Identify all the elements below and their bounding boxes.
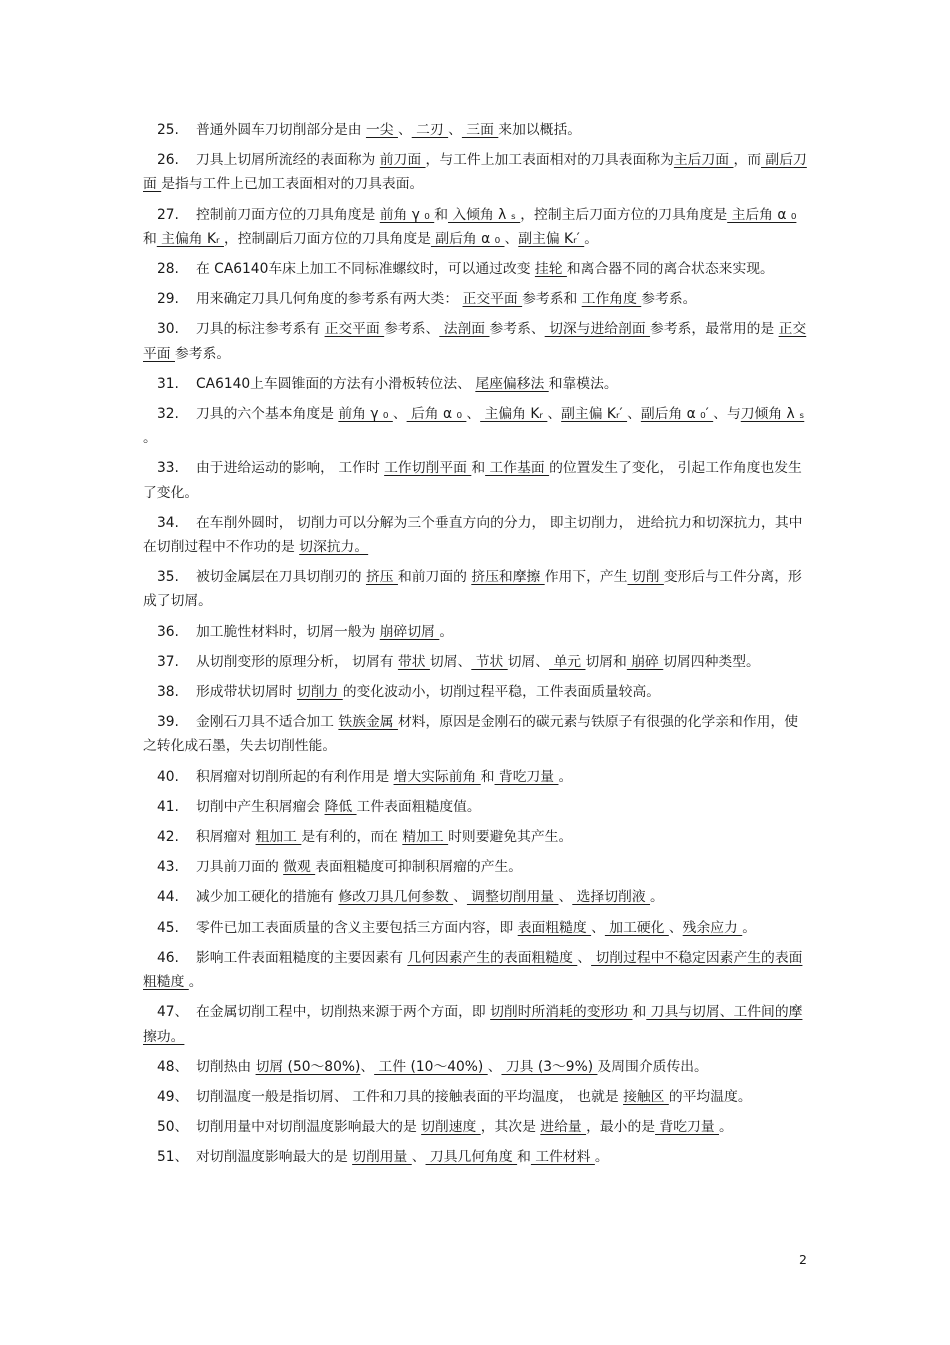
question-item [143,650,807,674]
question-text: CA6140上车圆锥面的方法有小滑板转位法、 [196,375,476,392]
question-text: 。 [143,430,157,447]
answer-blank: 切深抗力。 [299,539,369,556]
answer-blank: 尾座偏移法 [475,375,549,392]
question-text: 。 [188,974,203,991]
question-text: ，与工件上加工表面相对的刀具表面称为 [425,152,674,169]
question-text: 。 [584,230,598,247]
question-text: 。 [650,889,664,906]
question-text: 是有利的，而在 [301,829,403,846]
answer-blank: 主偏角 Kᵣ [480,406,548,423]
question-text: 和 [517,1149,531,1166]
answer-blank: 刀具几何角度 [425,1149,518,1166]
question-number: 38. [157,684,179,701]
question-number: 26. [157,152,179,169]
answer-blank: 表面粗糙度 [517,919,592,936]
question-text: 零件已加工表面质量的含义主要包括三方面内容，即 [196,919,518,936]
answer-blank: 接触区 [623,1088,669,1105]
question-text: 和 [480,768,495,785]
answer-blank: 带状 [397,653,430,670]
answer-blank: 崩碎 [626,653,664,670]
question-text: 刀具的六个基本角度是 [196,406,339,423]
question-text: 时则要避免其产生。 [448,829,573,846]
answer-blank: 增大实际前角 [393,768,481,785]
question-item [143,916,807,940]
question-text: 参考系，最常用的是 [650,321,779,338]
answer-blank: 降低 [324,798,357,815]
question-text: 金刚石刀具不适合加工 [196,714,339,731]
question-text: ，控制副后刀面方位的刀具角度是 [223,230,431,247]
question-text: 来加以概括。 [498,122,582,138]
question-text: 切屑、 [507,653,550,670]
question-number: 28. [157,261,179,278]
question-text: 加工脆性材料时，切屑一般为 [196,623,380,640]
question-text: 参考系、 [489,321,545,338]
question-text: 控制前刀面方位的刀具角度是 [196,206,380,223]
answer-blank: 调整切削用量 [466,889,559,906]
question-item [143,946,807,994]
question-text: 和靠模法。 [548,375,618,392]
question-list [143,118,807,1176]
question-item [143,317,807,365]
answer-blank: 崩碎切屑 [379,623,440,640]
question-text: ，控制主后刀面方位的刀具角度是 [520,206,728,223]
answer-blank: 二刃 [411,122,449,138]
answer-blank: 主后角 α ₀ [727,206,797,223]
question-text: 用来确定刀具几何角度的参考系有两大类： [196,291,463,308]
answer-blank: 前刀面 [379,152,426,169]
question-text: ，而 [733,152,762,169]
question-text: 。 [558,768,573,785]
answer-blank: 正交平面 [324,321,385,338]
question-number: 44. [157,889,179,906]
question-item [143,1085,807,1109]
question-number: 46. [157,949,179,966]
question-text: 、 [397,122,412,138]
answer-blank: 正交平面 [462,291,523,308]
question-text: 及周围介质传出。 [597,1058,708,1075]
question-number: 34. [157,514,179,531]
answer-blank: 刀具 (3～9%) [501,1058,598,1075]
question-item [143,795,807,819]
question-text: 作用下，产生 [544,569,628,586]
question-number: 49、 [157,1088,189,1105]
question-item [143,203,807,251]
question-number: 25. [157,122,179,138]
answer-blank: 选择切削液 [572,889,651,906]
question-text: 的位置发生了变化， 引起工作角度也发生了变化。 [143,460,802,501]
question-item [143,1145,807,1169]
question-text: 切屑、 [429,653,472,670]
question-text: 和 [471,460,486,477]
question-number: 36. [157,623,179,640]
answer-blank: 副主偏 Kᵣ′ [561,406,628,423]
question-number: 33. [157,460,179,477]
question-number: 39. [157,714,179,731]
answer-blank: 工件材料 [530,1149,595,1166]
answer-blank: 入倾角 λ ₛ [448,206,521,223]
answer-blank: 精加工 [402,829,449,846]
answer-blank: 副后角 α ₀ [430,230,505,247]
question-text: 影响工件表面粗糙度的主要因素有 [196,949,408,966]
question-text: 和 [632,1004,647,1021]
answer-blank: 切削时所消耗的变形功 [490,1004,633,1021]
answer-blank: 挂轮 [534,261,567,278]
question-number: 35. [157,569,179,586]
question-item [143,257,807,281]
question-item [143,511,807,559]
question-text: 。 [742,919,757,936]
question-number: 42. [157,829,179,846]
question-text: 。 [439,623,454,640]
answer-blank: 前角 γ ₀ [338,406,393,423]
question-text: 、 [577,949,592,966]
question-text: 、 [591,919,605,936]
answer-blank: 副主偏 Kᵣ′ [518,230,585,247]
question-text: 切削中产生积屑瘤会 [196,798,325,815]
question-text: 、 [504,230,519,247]
question-text: 切屑和 [585,653,627,670]
answer-blank: 主后刀面 [673,152,734,169]
answer-blank: 切深与进给剖面 [544,321,651,338]
question-item [143,680,807,704]
question-text: 参考系。 [174,345,231,362]
answer-blank: 切削速度 [421,1119,481,1136]
question-item [143,1000,807,1048]
answer-blank: 修改刀具几何参数 [338,889,454,906]
question-text: 、 [627,406,641,423]
question-text: 普通外圆车刀切削部分是由 [196,122,366,138]
question-text: 的变化波动小，切削过程平稳，工件表面质量较高。 [342,684,661,701]
answer-blank: 法剖面 [439,321,490,338]
question-text: 参考系。 [641,291,697,308]
question-number: 27. [157,206,179,223]
answer-blank: 一尖 [365,122,398,138]
question-item [143,1055,807,1079]
question-text: 的平均温度。 [668,1088,752,1105]
question-item [143,148,807,196]
question-text: 、 [487,1058,502,1075]
question-text: 在车削外圆时， 切削力可以分解为三个垂直方向的分力， 即主切削力， 进给抗力和切深抗力，其中在切削过程中不作功的是 [143,514,803,556]
answer-blank: 粗加工 [255,829,302,846]
question-item [143,885,807,909]
question-number: 43. [157,859,179,876]
question-text: 、 [448,122,462,138]
answer-blank: 切屑 (50～80%) [255,1058,361,1075]
answer-blank: 切削过程中不稳定因素产生的表面粗糙度 [143,949,803,991]
answer-blank: 副后刀面 [143,152,807,193]
question-number: 29. [157,291,179,308]
question-text: 工件表面粗糙度值。 [356,798,481,815]
answer-blank: 刀倾角 λ ₛ [740,406,805,423]
question-text: 切屑四种类型。 [663,653,760,670]
question-item [143,620,807,644]
question-number: 48、 [157,1058,189,1075]
question-text: 、 [360,1058,375,1075]
answer-blank: 微观 [283,859,316,876]
answer-blank: 主偏角 Kᵣ [156,230,224,247]
answer-blank: 背吃刀量 [655,1119,720,1136]
question-text: 切削温度一般是指切屑、 工件和刀具的接触表面的平均温度， 也就是 [196,1088,624,1105]
answer-blank: 残余应力 [682,919,743,936]
answer-blank: 前角 γ ₀ [379,206,435,223]
answer-blank: 铁族金属 [338,714,398,731]
question-text: 、 [668,919,683,936]
question-text: 和离合器不同的离合状态来实现。 [566,261,774,278]
question-text: 积屑瘤对 [196,829,256,846]
answer-blank: 后角 α ₀ [406,406,467,423]
question-text: 、与 [713,406,741,423]
question-text: 从切削变形的原理分析， 切屑有 [196,653,398,670]
answer-blank: 工作基面 [485,460,550,477]
question-text: 在金属切削工程中，切削热来源于两个方面，即 [196,1004,491,1021]
question-text: 、 [547,406,562,423]
question-number: 30. [157,321,179,338]
question-item [143,825,807,849]
question-text: 是指与工件上已加工表面相对的刀具表面。 [161,176,424,193]
question-number: 37. [157,653,179,670]
question-text: 对切削温度影响最大的是 [196,1149,353,1166]
question-number: 32. [157,406,179,423]
question-text: 和 [143,230,157,247]
question-number: 31. [157,375,179,392]
question-text: 表面粗糙度可抑制积屑瘤的产生。 [315,859,523,876]
answer-blank: 节状 [471,653,508,670]
question-item [143,372,807,396]
question-item [143,710,807,758]
answer-blank: 挤压和摩擦 [471,569,545,586]
question-text: 变形后与工件分离，形成了切屑。 [143,569,802,610]
question-text: 、 [392,406,407,423]
question-number: 45. [157,919,179,936]
question-text: 形成带状切屑时 [196,684,297,701]
question-text: 由于进给运动的影响， 工作时 [196,460,385,477]
answer-blank: 进给量 [540,1119,587,1136]
answer-blank: 几何因素产生的表面粗糙度 [407,949,578,966]
question-number: 41. [157,798,179,815]
question-text: 材料，原因是金刚石的碳元素与铁原子有很强的化学亲和作用，使之转化成石墨，失去切削性能。 [143,714,799,755]
question-text: 。 [719,1119,733,1136]
question-text: 减少加工硬化的措施有 [196,889,339,906]
question-text: 积屑瘤对切削所起的有利作用是 [196,768,394,785]
page-number: 2 [799,1252,807,1267]
question-text: 参考系和 [522,291,582,308]
answer-blank: 工作切削平面 [384,460,472,477]
answer-blank: 切削力 [296,684,343,701]
answer-blank: 正交平面 [143,321,807,362]
question-item [143,565,807,613]
question-text: 切削用量中对切削温度影响最大的是 [196,1119,422,1136]
answer-blank: 三面 [461,122,499,138]
question-text: 。 [594,1149,609,1166]
answer-blank: 工件 (10～40%) [374,1058,488,1075]
question-item [143,855,807,879]
question-item [143,287,807,311]
question-number: 47、 [157,1004,189,1021]
question-text: 参考系、 [384,321,440,338]
question-text: 、 [466,406,481,423]
question-item [143,118,807,142]
question-text: 和前刀面的 [397,569,472,586]
question-item [143,765,807,789]
answer-blank: 单元 [549,653,586,670]
question-text: 刀具的标注参考系有 [196,321,325,338]
question-number: 50、 [157,1119,189,1136]
question-text: 、 [411,1149,426,1166]
question-number: 51、 [157,1149,189,1166]
question-text: 切削热由 [196,1058,256,1075]
question-item [143,402,807,450]
answer-blank: 工作角度 [581,291,642,308]
question-text: ，最小的是 [586,1119,656,1136]
question-text: 在 CA6140车床上加工不同标准螺纹时，可以通过改变 [196,261,535,278]
question-item [143,456,807,504]
answer-blank: 加工硬化 [604,919,669,936]
question-item [143,1115,807,1139]
answer-blank: 副后角 α ₀′ [640,406,714,423]
question-text: 被切金属层在刀具切削刃的 [196,569,366,586]
question-text: 、 [558,889,573,906]
answer-blank: 刀具与切屑、工件间的摩擦功。 [143,1004,803,1045]
answer-blank: 挤压 [365,569,398,586]
question-text: ，其次是 [480,1119,541,1136]
answer-blank: 切削用量 [352,1149,412,1166]
question-text: 刀具前刀面的 [196,859,284,876]
question-number: 40. [157,768,179,785]
question-text: 刀具上切屑所流经的表面称为 [196,152,380,169]
question-text: 、 [453,889,467,906]
question-text: 和 [434,206,448,223]
answer-blank: 背吃刀量 [494,768,559,785]
answer-blank: 切削 [627,569,664,586]
